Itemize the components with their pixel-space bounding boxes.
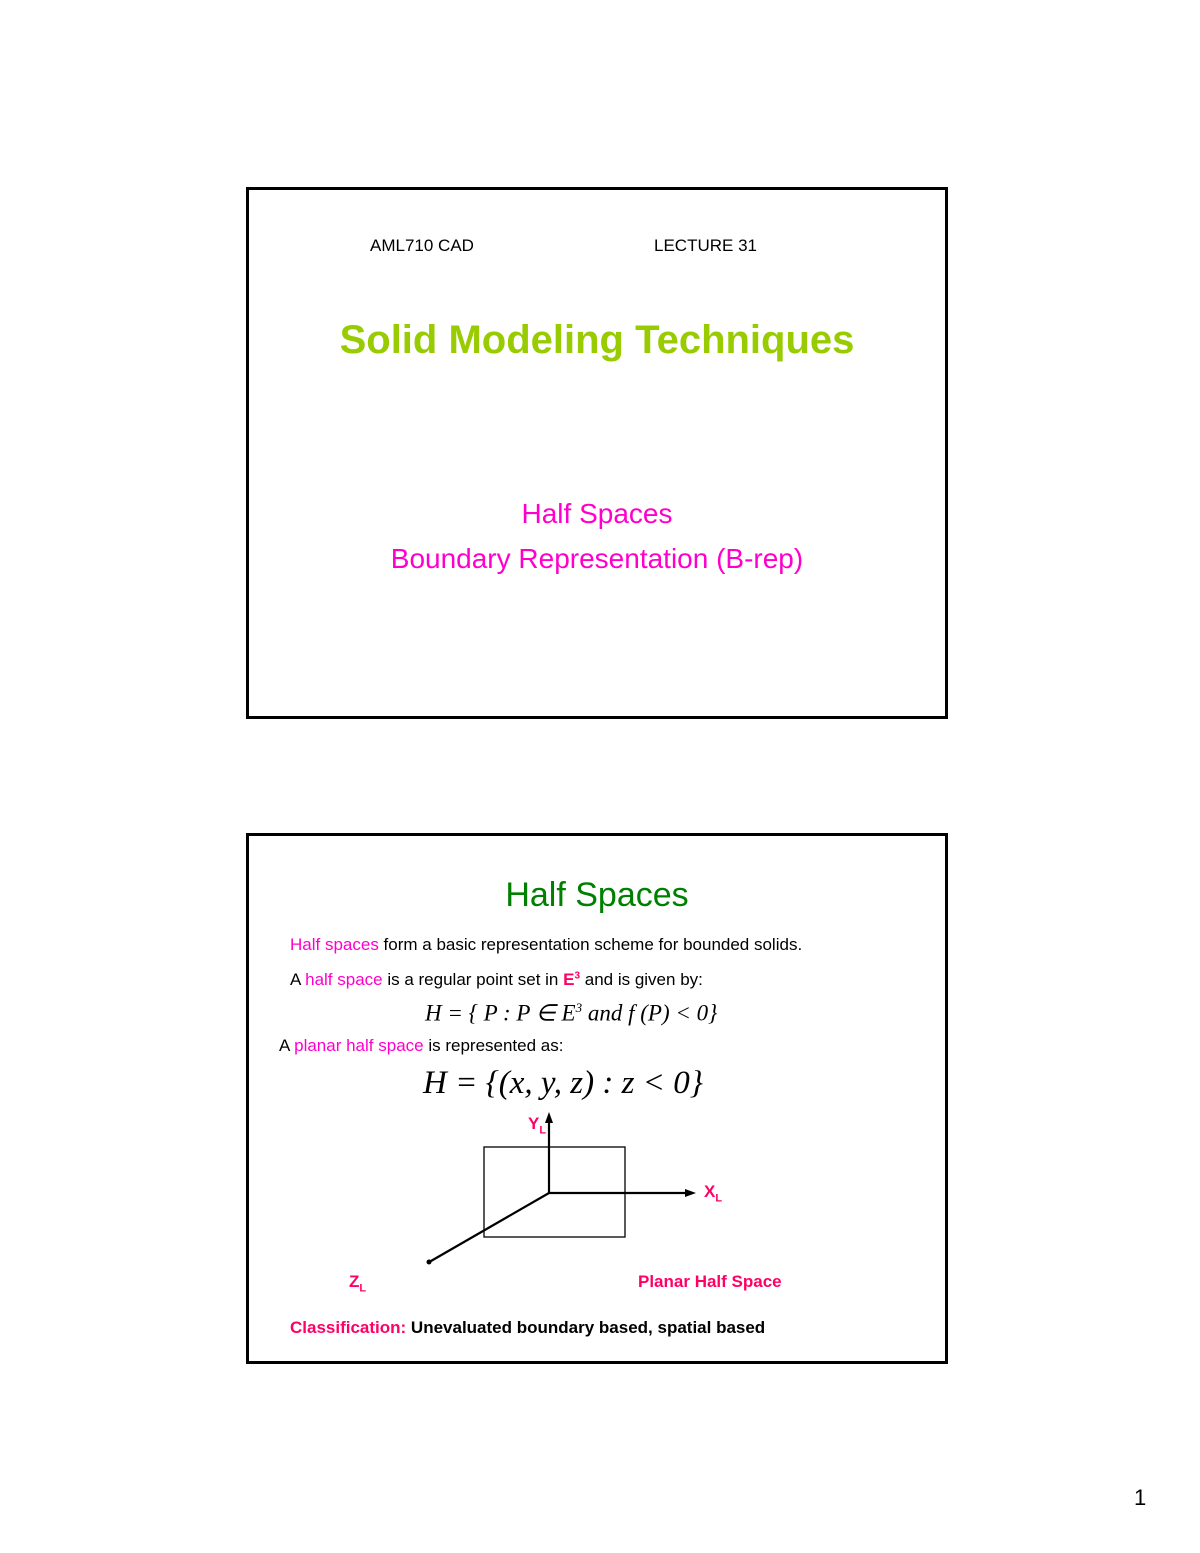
page-number: 1 bbox=[1134, 1485, 1147, 1510]
x-axis-label bbox=[704, 1182, 722, 1204]
topic-half-spaces: Half Spaces bbox=[521, 498, 673, 529]
formula1-set: P : P ∈ E bbox=[477, 1000, 576, 1026]
definition-prefix: A bbox=[290, 970, 306, 989]
topic-brep: Boundary Representation (B-rep) bbox=[390, 543, 804, 574]
diagram-caption: Planar Half Space bbox=[638, 1272, 782, 1291]
classification-line bbox=[290, 1318, 765, 1338]
z-axis-base: Z bbox=[349, 1272, 360, 1291]
y-axis-base: Y bbox=[528, 1114, 540, 1133]
definition-middle: is a regular point set in bbox=[382, 970, 564, 989]
lecture-label: LECTURE 31 bbox=[654, 236, 757, 255]
z-axis-end bbox=[427, 1260, 432, 1265]
formula1-condition: and f (P) < 0} bbox=[582, 1000, 718, 1026]
y-axis-sub: L bbox=[539, 1124, 547, 1137]
z-axis-sub: L bbox=[359, 1282, 367, 1295]
euclidean-base: E bbox=[563, 970, 575, 989]
definition-suffix: and is given by: bbox=[580, 970, 703, 989]
highlight-half-spaces: Half spaces bbox=[290, 935, 379, 954]
y-axis-arrow bbox=[545, 1112, 553, 1123]
highlight-planar-half-space: planar half space bbox=[294, 1036, 424, 1055]
highlight-half-space: half space bbox=[305, 970, 383, 989]
classification-value: Unevaluated boundary based, spatial based bbox=[406, 1318, 766, 1337]
x-axis-arrow bbox=[685, 1189, 696, 1197]
slide-half-spaces bbox=[246, 833, 948, 1364]
planar-suffix: is represented as: bbox=[423, 1036, 564, 1055]
slide-title bbox=[246, 187, 948, 719]
course-label: AML710 CAD bbox=[370, 236, 474, 255]
planar-formula: H = {(x, y, z) : z < 0} bbox=[423, 1065, 703, 1101]
x-axis-sub: L bbox=[715, 1192, 723, 1205]
formula1-lhs: H = { bbox=[425, 1000, 478, 1026]
euclidean-sup: 3 bbox=[574, 970, 581, 982]
z-axis-label bbox=[349, 1272, 366, 1294]
y-axis-label bbox=[528, 1114, 546, 1136]
z-axis-line bbox=[431, 1193, 549, 1261]
slide-heading: Half Spaces bbox=[505, 876, 689, 914]
formula1-sup: 3 bbox=[575, 1000, 583, 1015]
slide-title-heading: Solid Modeling Techniques bbox=[339, 318, 855, 362]
x-axis-base: X bbox=[704, 1182, 716, 1201]
classification-label: Classification: bbox=[290, 1318, 407, 1337]
planar-prefix: A bbox=[279, 1036, 295, 1055]
intro-rest: form a basic representation scheme for bounded solids. bbox=[378, 935, 803, 954]
